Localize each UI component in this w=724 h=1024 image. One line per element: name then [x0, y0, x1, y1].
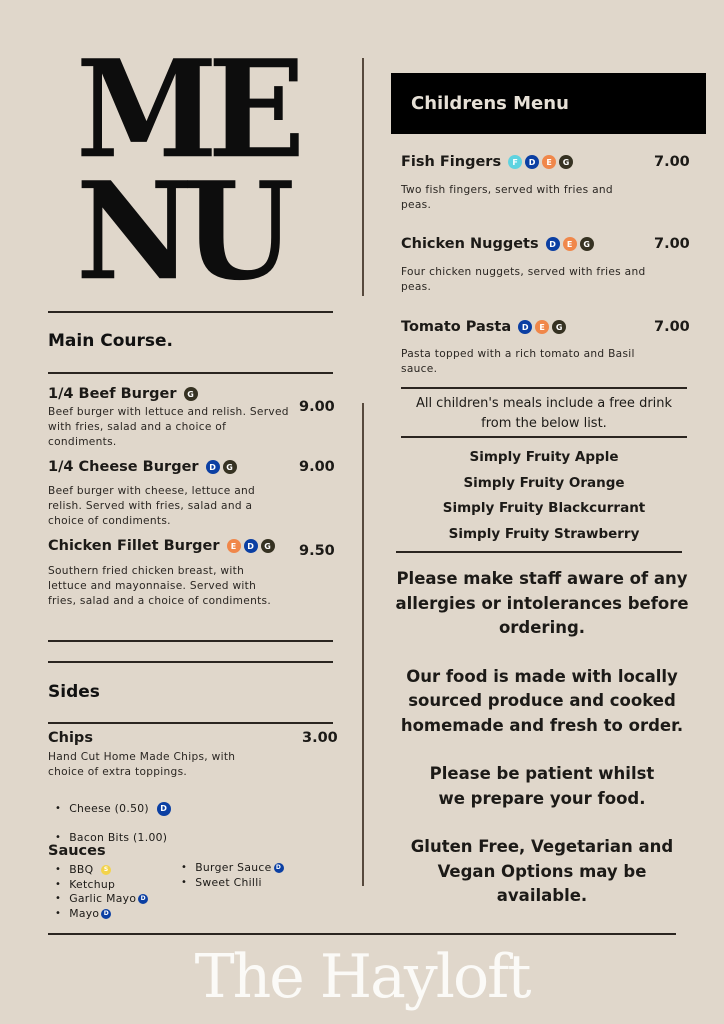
item-price: 7.00	[654, 154, 690, 170]
item-title: 1/4 Beef Burger	[48, 386, 177, 402]
footer-divider	[48, 933, 676, 935]
sauce-label: • Garlic Mayo	[69, 892, 137, 905]
item-title: Chicken Nuggets	[401, 236, 539, 252]
drinks-list	[396, 445, 692, 547]
gluten-badge-icon: G	[559, 155, 573, 169]
gluten-badge-icon: G	[184, 387, 198, 401]
item-price: 9.50	[299, 543, 335, 559]
sides-heading: Sides	[48, 682, 100, 702]
divider	[48, 311, 333, 313]
divider	[401, 387, 687, 389]
item-description: Beef burger with cheese, lettuce and relish. Served with fries, salad and a choice of condiments.	[48, 485, 256, 527]
dairy-badge-icon: D	[274, 863, 284, 873]
topping-label: • Bacon Bits (1.00)	[69, 831, 168, 844]
fish-badge-icon: F	[508, 155, 522, 169]
topping-item	[55, 794, 171, 823]
item-description: Southern fried chicken breast, with lettuce and mayonnaise. Served with fries, salad and a choice of condiments.	[48, 565, 272, 607]
sauce-label: • Ketchup	[69, 877, 116, 891]
sauces-heading: Sauces	[48, 843, 106, 859]
item-name	[48, 386, 198, 402]
item-name: Chips	[48, 730, 93, 746]
main-course-heading: Main Course.	[48, 331, 173, 351]
menu-title-line1: ME	[76, 31, 296, 189]
vertical-divider-bottom	[362, 403, 364, 886]
vertical-divider-top	[362, 58, 364, 296]
local-produce-notice: Our food is made with locally sourced produce and cooked homemade and fresh to order.	[400, 666, 684, 735]
item-title: 1/4 Cheese Burger	[48, 459, 199, 475]
dairy-badge-icon: D	[244, 539, 258, 553]
sauces-list-col2	[181, 861, 284, 890]
gluten-badge-icon: G	[261, 539, 275, 553]
item-title: Chicken Fillet Burger	[48, 538, 220, 554]
allergy-notice: Please make staff aware of any allergies or intolerances before ordering.	[395, 569, 689, 637]
dairy-badge-icon: D	[101, 909, 111, 919]
egg-badge-icon: E	[542, 155, 556, 169]
sauce-label: • Mayo	[69, 906, 100, 920]
item-name	[401, 236, 594, 252]
sauce-item	[55, 892, 148, 907]
item-description: Beef burger with lettuce and relish. Served with fries, salad and a choice of condiments.	[48, 406, 289, 448]
dairy-badge-icon: D	[525, 155, 539, 169]
topping-label: • Cheese (0.50)	[69, 802, 149, 815]
gluten-badge-icon: G	[223, 460, 237, 474]
menu-title-line2: NU	[76, 153, 285, 311]
item-description: Two fish fingers, served with fries and peas.	[401, 184, 613, 211]
sauce-label: • Burger Sauce	[195, 861, 272, 874]
item-description: Four chicken nuggets, served with fries and peas.	[401, 266, 646, 293]
egg-badge-icon: E	[227, 539, 241, 553]
drink-note: All children's meals include a free drink from the below list.	[415, 396, 673, 431]
drink-item: Simply Fruity Strawberry	[448, 525, 640, 542]
childrens-menu-header	[391, 73, 706, 134]
item-name	[48, 538, 275, 554]
item-price: 9.00	[299, 399, 335, 415]
item-title: Tomato Pasta	[401, 319, 512, 335]
item-price: 3.00	[302, 730, 338, 746]
egg-badge-icon: E	[563, 237, 577, 251]
patience-notice: Please be patient whilst we prepare your food.	[429, 764, 655, 808]
gluten-badge-icon: G	[580, 237, 594, 251]
restaurant-name: The Hayloft	[194, 942, 530, 1012]
sauce-item	[181, 876, 284, 891]
dairy-badge-icon: D	[206, 460, 220, 474]
divider	[48, 372, 333, 374]
item-price: 9.00	[299, 459, 335, 475]
item-name	[48, 459, 237, 475]
item-title: Fish Fingers	[401, 154, 502, 170]
divider	[48, 722, 333, 724]
sauces-list-col1	[55, 863, 148, 921]
sauce-item	[55, 863, 148, 878]
childrens-menu-heading: Childrens Menu	[411, 93, 569, 114]
gluten-badge-icon: G	[552, 320, 566, 334]
drink-item: Simply Fruity Apple	[469, 449, 619, 465]
sauce-label: • Sweet Chilli	[195, 875, 262, 889]
item-price: 7.00	[654, 236, 690, 252]
drink-item: Simply Fruity Blackcurrant	[442, 500, 646, 516]
dairy-badge-icon: D	[546, 237, 560, 251]
sauce-item	[55, 907, 148, 922]
item-description: Pasta topped with a rich tomato and Basil sauce.	[401, 348, 635, 375]
item-name	[401, 319, 566, 335]
egg-badge-icon: E	[535, 320, 549, 334]
sulphites-badge-icon: S	[101, 865, 111, 875]
dairy-badge-icon: D	[518, 320, 532, 334]
dairy-badge-icon: D	[157, 802, 171, 816]
notices	[393, 567, 691, 909]
dietary-options-notice: Gluten Free, Vegetarian and Vegan Options may be available.	[410, 837, 674, 905]
drink-item: Simply Fruity Orange	[463, 474, 625, 491]
item-name	[401, 154, 573, 170]
divider	[48, 640, 333, 642]
dairy-badge-icon: D	[138, 894, 148, 904]
item-description: Hand Cut Home Made Chips, with choice of extra toppings.	[48, 751, 236, 778]
divider	[396, 551, 682, 553]
item-price: 7.00	[654, 319, 690, 335]
divider	[48, 661, 333, 663]
sauce-label: • BBQ	[69, 863, 94, 876]
divider	[401, 436, 687, 438]
sauce-item	[55, 878, 148, 893]
sauce-item	[181, 861, 284, 876]
